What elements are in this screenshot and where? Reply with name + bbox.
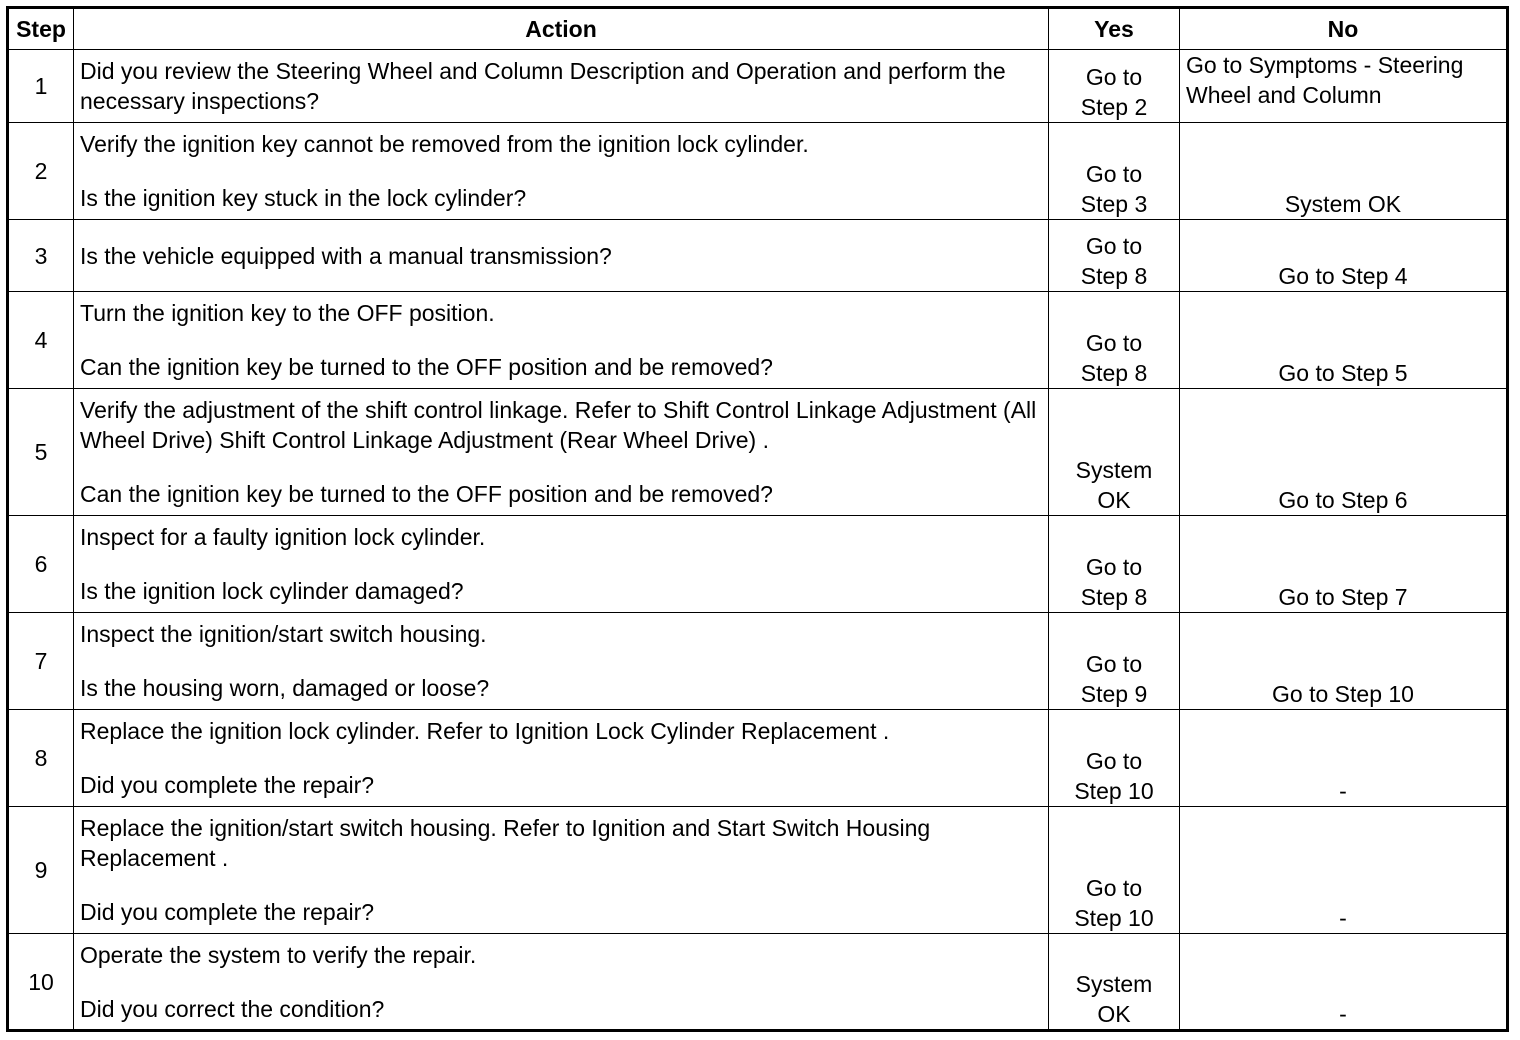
yes-line: Go to xyxy=(1085,875,1143,901)
no-cell: - xyxy=(1180,710,1508,807)
table-body xyxy=(8,50,1508,1031)
diagnostic-table xyxy=(6,6,1509,1032)
yes-line: OK xyxy=(1097,1001,1131,1027)
step-number: 2 xyxy=(8,123,74,220)
action-question: Did you correct the condition? xyxy=(80,995,385,1022)
yes-line: Step 8 xyxy=(1080,263,1148,289)
action-instruction: Inspect for a faulty ignition lock cylinder. xyxy=(80,524,486,550)
yes-line: Step 8 xyxy=(1080,360,1148,386)
no-cell: System OK xyxy=(1180,123,1508,220)
action-question: Is the ignition lock cylinder damaged? xyxy=(80,578,464,604)
action-instruction: Operate the system to verify the repair. xyxy=(80,941,477,968)
no-cell: Go to Step 10 xyxy=(1180,613,1508,710)
yes-cell xyxy=(1049,516,1180,613)
yes-cell xyxy=(1049,50,1180,123)
table-row xyxy=(8,220,1508,292)
action-instruction: Replace the ignition/start switch housing. Refer to Ignition and Start Switch Housing Replacement . xyxy=(80,815,931,871)
action-question: Is the housing worn, damaged or loose? xyxy=(80,675,490,701)
yes-line: Go to xyxy=(1085,330,1143,356)
action-cell xyxy=(74,516,1049,613)
no-cell: Go to Step 6 xyxy=(1180,389,1508,516)
no-cell: - xyxy=(1180,807,1508,934)
step-number: 10 xyxy=(8,934,74,1031)
header-action: Action xyxy=(74,8,1049,50)
yes-line: Go to xyxy=(1085,64,1143,90)
action-cell xyxy=(74,613,1049,710)
action-cell xyxy=(74,220,1049,292)
no-cell: - xyxy=(1180,934,1508,1031)
yes-line: Go to xyxy=(1085,554,1143,580)
step-number: 7 xyxy=(8,613,74,710)
table-row xyxy=(8,710,1508,807)
action-cell xyxy=(74,710,1049,807)
yes-line: Step 10 xyxy=(1074,905,1154,931)
yes-line: Go to xyxy=(1085,233,1143,259)
yes-line: OK xyxy=(1097,487,1131,513)
yes-line: Step 2 xyxy=(1080,94,1148,120)
yes-cell xyxy=(1049,123,1180,220)
action-instruction: Is the vehicle equipped with a manual transmission? xyxy=(80,242,612,269)
yes-line: Go to xyxy=(1085,651,1143,677)
action-cell xyxy=(74,292,1049,389)
yes-cell xyxy=(1049,389,1180,516)
yes-line: Go to xyxy=(1085,161,1143,187)
action-cell xyxy=(74,123,1049,220)
yes-line: Step 3 xyxy=(1080,191,1148,217)
action-cell xyxy=(74,807,1049,934)
table-row xyxy=(8,389,1508,516)
header-step: Step xyxy=(8,8,74,50)
yes-cell xyxy=(1049,613,1180,710)
table-row xyxy=(8,807,1508,934)
yes-line: Go to xyxy=(1085,748,1143,774)
table-row xyxy=(8,50,1508,123)
table-row xyxy=(8,613,1508,710)
action-question: Did you complete the repair? xyxy=(80,899,375,925)
step-number: 4 xyxy=(8,292,74,389)
action-question: Is the ignition key stuck in the lock cylinder? xyxy=(80,185,527,211)
yes-line: Step 10 xyxy=(1074,778,1154,804)
step-number: 6 xyxy=(8,516,74,613)
table-row xyxy=(8,934,1508,1031)
action-instruction: Verify the adjustment of the shift control linkage. Refer to Shift Control Linkage Adjustment (All Wheel Drive) Shift Control Linkage Adjustment (Rear Wheel Drive) . xyxy=(80,397,1037,453)
yes-cell xyxy=(1049,220,1180,292)
action-instruction: Did you review the Steering Wheel and Column Description and Operation and perform the necessary inspections? xyxy=(80,58,1006,114)
step-number: 5 xyxy=(8,389,74,516)
step-number: 3 xyxy=(8,220,74,292)
action-instruction: Replace the ignition lock cylinder. Refer to Ignition Lock Cylinder Replacement . xyxy=(80,718,890,744)
header-no: No xyxy=(1180,8,1508,50)
yes-cell xyxy=(1049,292,1180,389)
no-cell: Go to Symptoms - Steering Wheel and Column xyxy=(1180,50,1508,123)
yes-line: System xyxy=(1075,971,1153,997)
header-yes: Yes xyxy=(1049,8,1180,50)
yes-line: Step 9 xyxy=(1080,681,1148,707)
header-row xyxy=(8,8,1508,50)
action-question: Did you complete the repair? xyxy=(80,772,375,798)
table-row xyxy=(8,123,1508,220)
yes-cell xyxy=(1049,934,1180,1031)
yes-cell xyxy=(1049,807,1180,934)
table-row xyxy=(8,516,1508,613)
yes-line: System xyxy=(1075,457,1153,483)
no-cell: Go to Step 7 xyxy=(1180,516,1508,613)
no-cell: Go to Step 5 xyxy=(1180,292,1508,389)
action-instruction: Inspect the ignition/start switch housing. xyxy=(80,621,487,647)
yes-cell xyxy=(1049,710,1180,807)
step-number: 8 xyxy=(8,710,74,807)
no-cell: Go to Step 4 xyxy=(1180,220,1508,292)
action-instruction: Verify the ignition key cannot be removed from the ignition lock cylinder. xyxy=(80,131,809,157)
action-question: Can the ignition key be turned to the OFF position and be removed? xyxy=(80,481,773,507)
yes-line: Step 8 xyxy=(1080,584,1148,610)
step-number: 1 xyxy=(8,50,74,123)
table-row xyxy=(8,292,1508,389)
action-cell xyxy=(74,389,1049,516)
step-number: 9 xyxy=(8,807,74,934)
action-cell xyxy=(74,934,1049,1031)
action-question: Can the ignition key be turned to the OFF position and be removed? xyxy=(80,354,773,380)
action-instruction: Turn the ignition key to the OFF position. xyxy=(80,300,495,326)
action-cell xyxy=(74,50,1049,123)
